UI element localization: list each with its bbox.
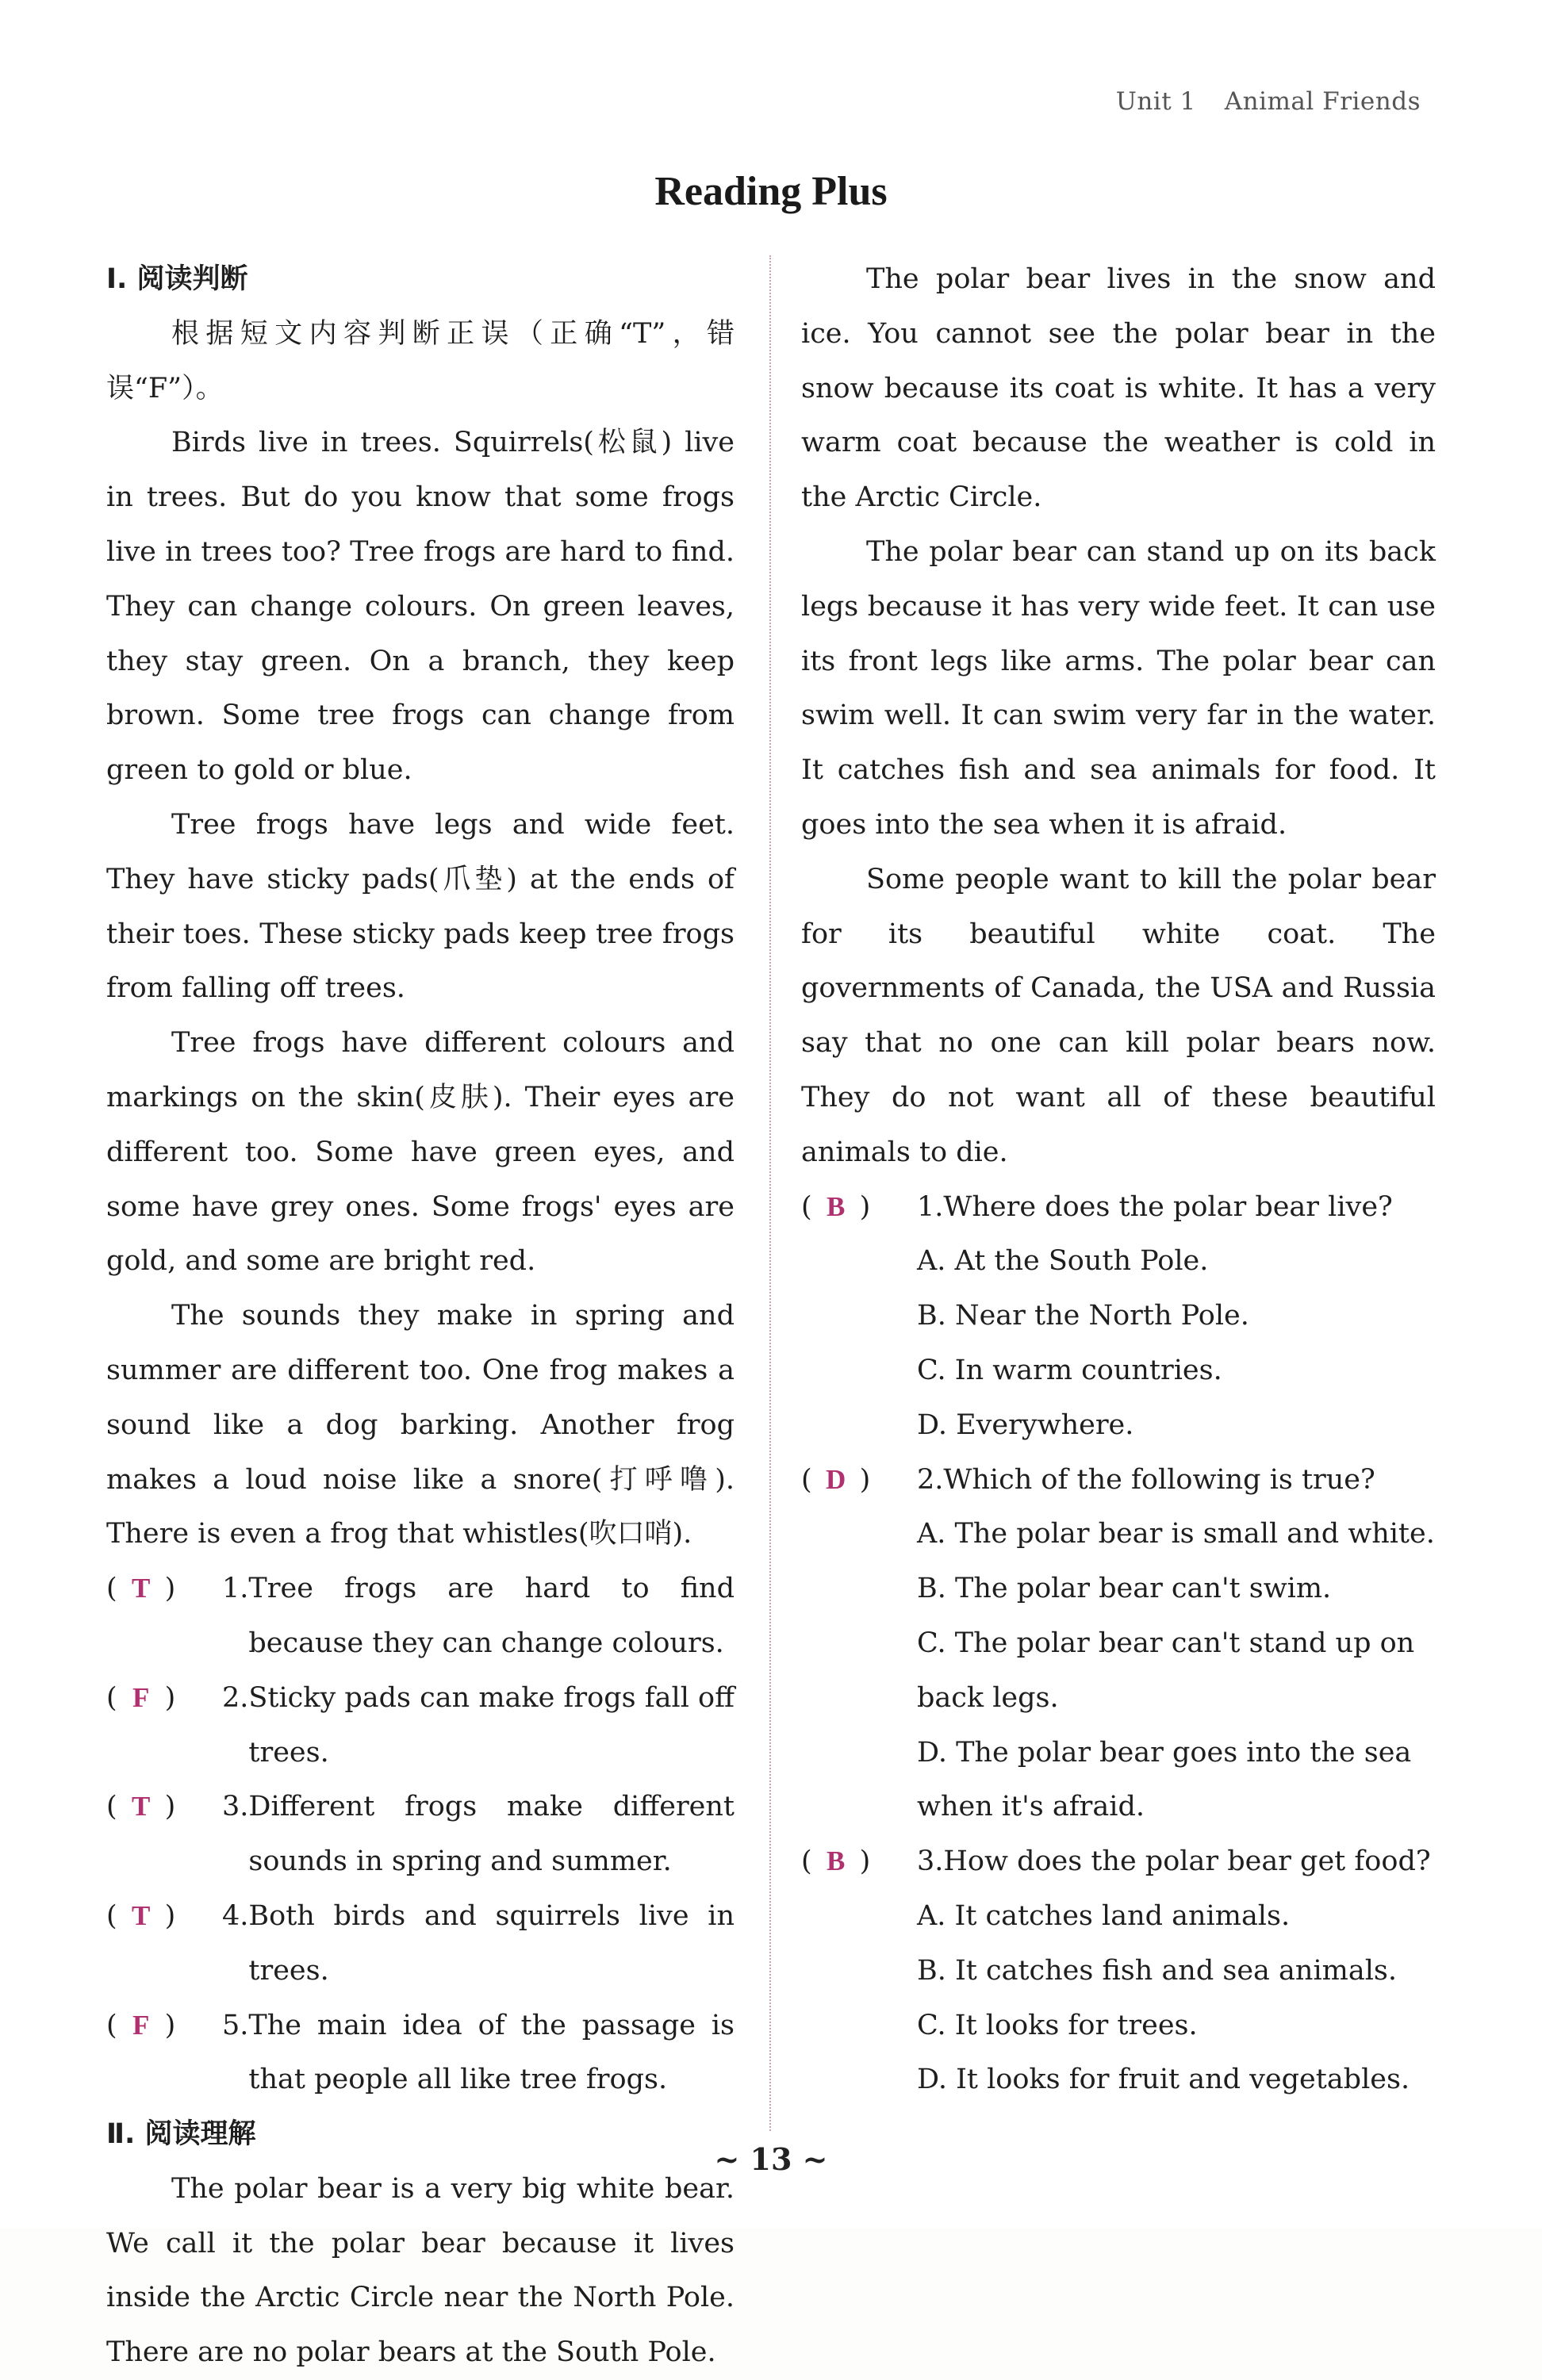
option: B. The polar bear can't swim. xyxy=(917,1573,1332,1605)
question-text: How does the polar bear get food? xyxy=(943,1845,1431,1878)
question-text: Where does the polar bear live? xyxy=(943,1190,1393,1223)
answer-mark: B xyxy=(826,1190,846,1222)
tf-question-5: ( F ) 5. The main idea of the passage is that people all like tree frogs. xyxy=(106,1999,735,2108)
option: D. The polar bear goes into the sea when it's afraid. xyxy=(917,1736,1412,1823)
mc-question-2: ( D ) 2. Which of the following is true? xyxy=(801,1453,1436,1508)
section2-heading: Ⅱ. 阅读理解 xyxy=(106,2118,256,2151)
question-text: Sticky pads can make frogs fall off trees. xyxy=(248,1681,735,1769)
header-topic: Animal Friends xyxy=(1224,87,1421,116)
answer-mark: F xyxy=(132,1681,150,1713)
option: D. It looks for fruit and vegetables. xyxy=(917,2064,1410,2096)
answer-mark: B xyxy=(826,1845,846,1877)
mc-question-1: ( B ) 1. Where does the polar bear live? xyxy=(801,1180,1436,1235)
answer-mark: T xyxy=(131,1899,151,1931)
question-text: Tree frogs are hard to find because they can change colours. xyxy=(248,1573,735,1659)
passage2-paragraph: The polar bear can stand up on its back legs because it has very wide feet. It can use its front legs like arms. The polar bear can swim well. It can swim very far in the water. It catches fish and sea animals for food. It goes into the sea when it is afraid. xyxy=(801,535,1436,841)
option: A. At the South Pole. xyxy=(917,1245,1209,1278)
tf-question-1: ( T ) 1. Tree frogs are hard to find because they can change colours. xyxy=(106,1562,735,1671)
mc-question-3: ( B ) 3. How does the polar bear get food? xyxy=(801,1834,1436,1889)
option: C. In warm countries. xyxy=(917,1354,1222,1386)
question-text: Both birds and squirrels live in trees. xyxy=(248,1899,735,1987)
tf-question-4: ( T ) 4. Both birds and squirrels live in trees. xyxy=(106,1889,735,1999)
question-text: Different frogs make different sounds in spring and summer. xyxy=(248,1791,735,1878)
option: C. The polar bear can't stand up on back legs. xyxy=(917,1627,1415,1714)
passage1-paragraph: Tree frogs have different colours and markings on the skin(皮肤). Their eyes are different too. Some have green eyes, and some have grey ones. Some frogs' eyes are gold, and some are bright red. xyxy=(106,1027,735,1278)
option: B. It catches fish and sea animals. xyxy=(917,1954,1397,1987)
option: C. It looks for trees. xyxy=(917,2009,1198,2041)
answer-mark: T xyxy=(131,1791,151,1822)
section1-heading: Ⅰ. 阅读判断 xyxy=(106,263,248,295)
question-text: The main idea of the passage is that people all like tree frogs. xyxy=(248,2009,735,2096)
answer-mark: F xyxy=(132,2009,150,2041)
page-title: Reading Plus xyxy=(654,169,888,214)
section1-instruction: 根据短文内容判断正误（正确“T”，错误“F”）。 xyxy=(106,317,735,404)
tf-question-2: ( F ) 2. Sticky pads can make frogs fall off trees. xyxy=(106,1671,735,1780)
option: A. It catches land animals. xyxy=(917,1899,1291,1932)
page-number: ~ 13 ~ xyxy=(714,2141,828,2177)
answer-mark: T xyxy=(131,1573,151,1604)
header-unit: Unit 1 xyxy=(1115,87,1196,116)
passage1-paragraph: Tree frogs have legs and wide feet. They have sticky pads(爪垫) at the ends of their toes. These sticky pads keep tree frogs from falling off trees. xyxy=(106,808,735,1005)
option: A. The polar bear is small and white. xyxy=(917,1518,1435,1550)
passage2-paragraph: Some people want to kill the polar bear for its beautiful white coat. The governments of Canada, the USA and Russia say that no one can kill polar bears now. They do not want all of these beautiful animals to die. xyxy=(801,863,1436,1168)
answer-mark: D xyxy=(826,1463,846,1495)
left-column xyxy=(106,252,735,2380)
right-column xyxy=(801,252,1436,2107)
passage2-paragraph: The polar bear lives in the snow and ice. You cannot see the polar bear in the snow because its coat is white. It has a very warm coat because the weather is cold in the Arctic Circle. xyxy=(801,263,1436,514)
option: D. Everywhere. xyxy=(917,1408,1134,1441)
question-text: Which of the following is true? xyxy=(943,1463,1375,1496)
tf-question-3: ( T ) 3. Different frogs make different sounds in spring and summer. xyxy=(106,1780,735,1889)
passage1-paragraph: The sounds they make in spring and summer are different too. One frog makes a sound like a dog barking. Another frog makes a loud noise like a snore(打呼噜). There is even a frog that whistles(吹口哨). xyxy=(106,1300,735,1550)
column-divider xyxy=(769,255,771,2131)
passage2-paragraph: The polar bear is a very big white bear. We call it the polar bear because it lives inside the Arctic Circle near the North Pole. There are no polar bears at the South Pole. xyxy=(106,2172,735,2369)
option: B. Near the North Pole. xyxy=(917,1300,1249,1332)
running-header xyxy=(1116,87,1421,116)
passage1-paragraph: Birds live in trees. Squirrels(松鼠) live in trees. But do you know that some frogs live in trees too? Tree frogs are hard to find. They can change colours. On green leaves, they stay green. On a branch, they keep brown. Some tree frogs can change from green to gold or blue. xyxy=(106,427,735,787)
